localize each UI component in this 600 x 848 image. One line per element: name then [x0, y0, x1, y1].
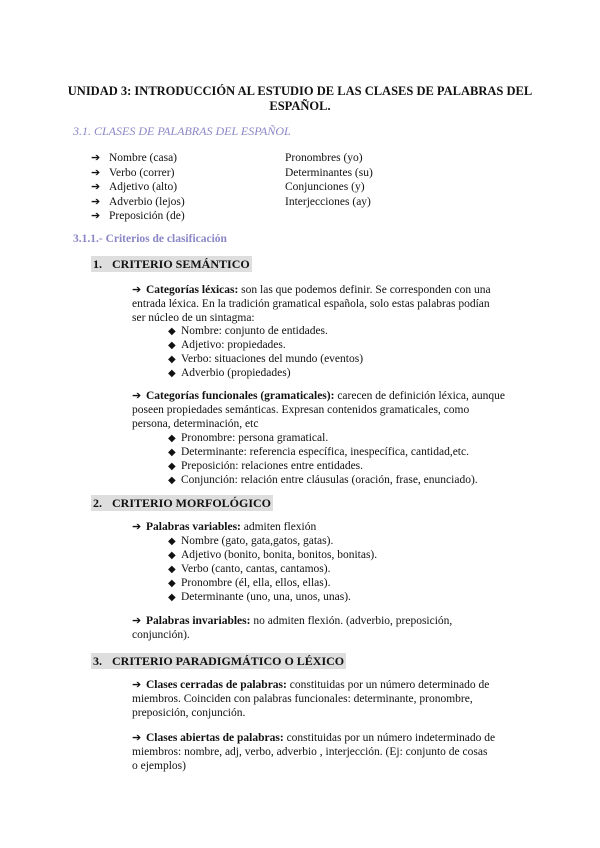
criterion-heading-semantic: 1. CRITERIO SEMÁNTICO — [93, 257, 250, 271]
arrow-icon: ➔ — [132, 679, 142, 691]
list-item — [91, 166, 431, 181]
arrow-icon: ➔ — [132, 732, 142, 744]
list-item: ◆ Adjetivo: propiedades. — [168, 339, 286, 351]
diamond-bullet-icon: ◆ — [168, 461, 176, 472]
diamond-bullet-icon: ◆ — [168, 368, 176, 379]
arrow-icon: ➔ — [91, 152, 101, 164]
subsection-heading: 3.1.1.- Criterios de clasificación — [73, 233, 227, 245]
word-class-left: Verbo (correr) — [109, 166, 175, 179]
diamond-bullet-icon: ◆ — [168, 536, 176, 547]
list-item-variable-words: ➔ Palabras variables: admiten flexión — [132, 521, 317, 533]
arrow-icon: ➔ — [91, 210, 101, 223]
list-item-functional-categories: ➔ Categorías funcionales (gramaticales): carecen de definición léxica, aunque poseen propiedades semánticas. Expresan contenidos gramaticales, como persona, determinación, etc — [132, 390, 505, 430]
list-item — [91, 151, 431, 166]
list-item-closed-classes: ➔ Clases cerradas de palabras: constituidas por un número determinado de miembros. Coinciden con palabras funcionales: determinante, pronombre, preposición, conjunción. — [132, 679, 490, 719]
diamond-bullet-icon: ◆ — [168, 340, 176, 351]
title-line-2: ESPAÑOL. — [269, 99, 331, 113]
list-item: ◆ Adverbio (propiedades) — [168, 367, 291, 379]
list-item — [91, 209, 431, 224]
list-item: ◆ Verbo (canto, cantas, cantamos). — [168, 563, 331, 575]
list-item-lexical-categories: ➔ Categorías léxicas: son las que podemos definir. Se corresponden con una entrada léxica. En la tradición gramatical española, solo estas palabras podían ser núcleo de un sintagma: — [132, 284, 491, 324]
list-item: ◆ Nombre (gato, gata,gatos, gatas). — [168, 535, 334, 547]
list-item-invariable-words: ➔ Palabras invariables: no admiten flexión. (adverbio, preposición, conjunción). — [132, 615, 453, 641]
list-item: ◆ Verbo: situaciones del mundo (eventos) — [168, 353, 364, 365]
list-item — [91, 180, 431, 195]
title-line-1: UNIDAD 3: INTRODUCCIÓN AL ESTUDIO DE LAS CLASES DE PALABRAS DEL — [67, 84, 533, 98]
list-item: ◆ Determinante (uno, una, unos, unas). — [168, 591, 351, 603]
criterion-heading-morphological: 2. CRITERIO MORFOLÓGICO — [93, 496, 272, 510]
word-class-right: Interjecciones (ay) — [285, 195, 371, 208]
list-item: ◆ Determinante: referencia específica, inespecífica, cantidad,etc. — [168, 446, 469, 458]
list-item: ◆ Adjetivo (bonito, bonita, bonitos, bonitas). — [168, 549, 378, 561]
list-item: ◆ Nombre: conjunto de entidades. — [168, 325, 328, 337]
diamond-bullet-icon: ◆ — [168, 433, 176, 444]
arrow-icon: ➔ — [91, 181, 101, 194]
list-item: ◆ Conjunción: relación entre cláusulas (oración, frase, enunciado). — [168, 474, 478, 486]
word-class-left: Adverbio (lejos) — [109, 195, 185, 208]
diamond-bullet-icon: ◆ — [168, 592, 176, 603]
list-item-open-classes: ➔ Clases abiertas de palabras: constituidas por un número indeterminado de miembros: nombre, adj, verbo, adverbio , interjección. (Ej: conjunto de cosas o ejemplos) — [132, 732, 496, 772]
diamond-bullet-icon: ◆ — [168, 447, 176, 458]
word-class-left: Nombre (casa) — [109, 152, 178, 164]
section-heading: 3.1. CLASES DE PALABRAS DEL ESPAÑOL — [73, 124, 291, 138]
list-item: ◆ Preposición: relaciones entre entidades. — [168, 460, 364, 472]
arrow-icon: ➔ — [132, 284, 142, 296]
criterion-heading-paradigmatic: 3. CRITERIO PARADIGMÁTICO O LÉXICO — [93, 654, 345, 668]
arrow-icon: ➔ — [91, 195, 101, 208]
diamond-bullet-icon: ◆ — [168, 475, 176, 486]
list-item: ◆ Pronombre: persona gramatical. — [168, 432, 329, 444]
word-class-right: Pronombres (yo) — [285, 152, 363, 164]
arrow-icon: ➔ — [132, 615, 142, 627]
diamond-bullet-icon: ◆ — [168, 578, 176, 589]
document-title — [60, 84, 540, 114]
word-class-right: Determinantes (su) — [285, 166, 373, 179]
word-class-right: Conjunciones (y) — [285, 181, 365, 194]
arrow-icon: ➔ — [132, 521, 142, 533]
word-classes-list — [91, 151, 431, 224]
diamond-bullet-icon: ◆ — [168, 550, 176, 561]
diamond-bullet-icon: ◆ — [168, 354, 176, 365]
list-item: ◆ Pronombre (él, ella, ellos, ellas). — [168, 577, 331, 589]
diamond-bullet-icon: ◆ — [168, 564, 176, 575]
list-item — [91, 195, 431, 210]
arrow-icon: ➔ — [132, 390, 142, 402]
arrow-icon: ➔ — [91, 166, 101, 179]
word-class-left: Adjetivo (alto) — [109, 181, 178, 194]
diamond-bullet-icon: ◆ — [168, 326, 176, 337]
word-class-left: Preposición (de) — [109, 210, 185, 223]
